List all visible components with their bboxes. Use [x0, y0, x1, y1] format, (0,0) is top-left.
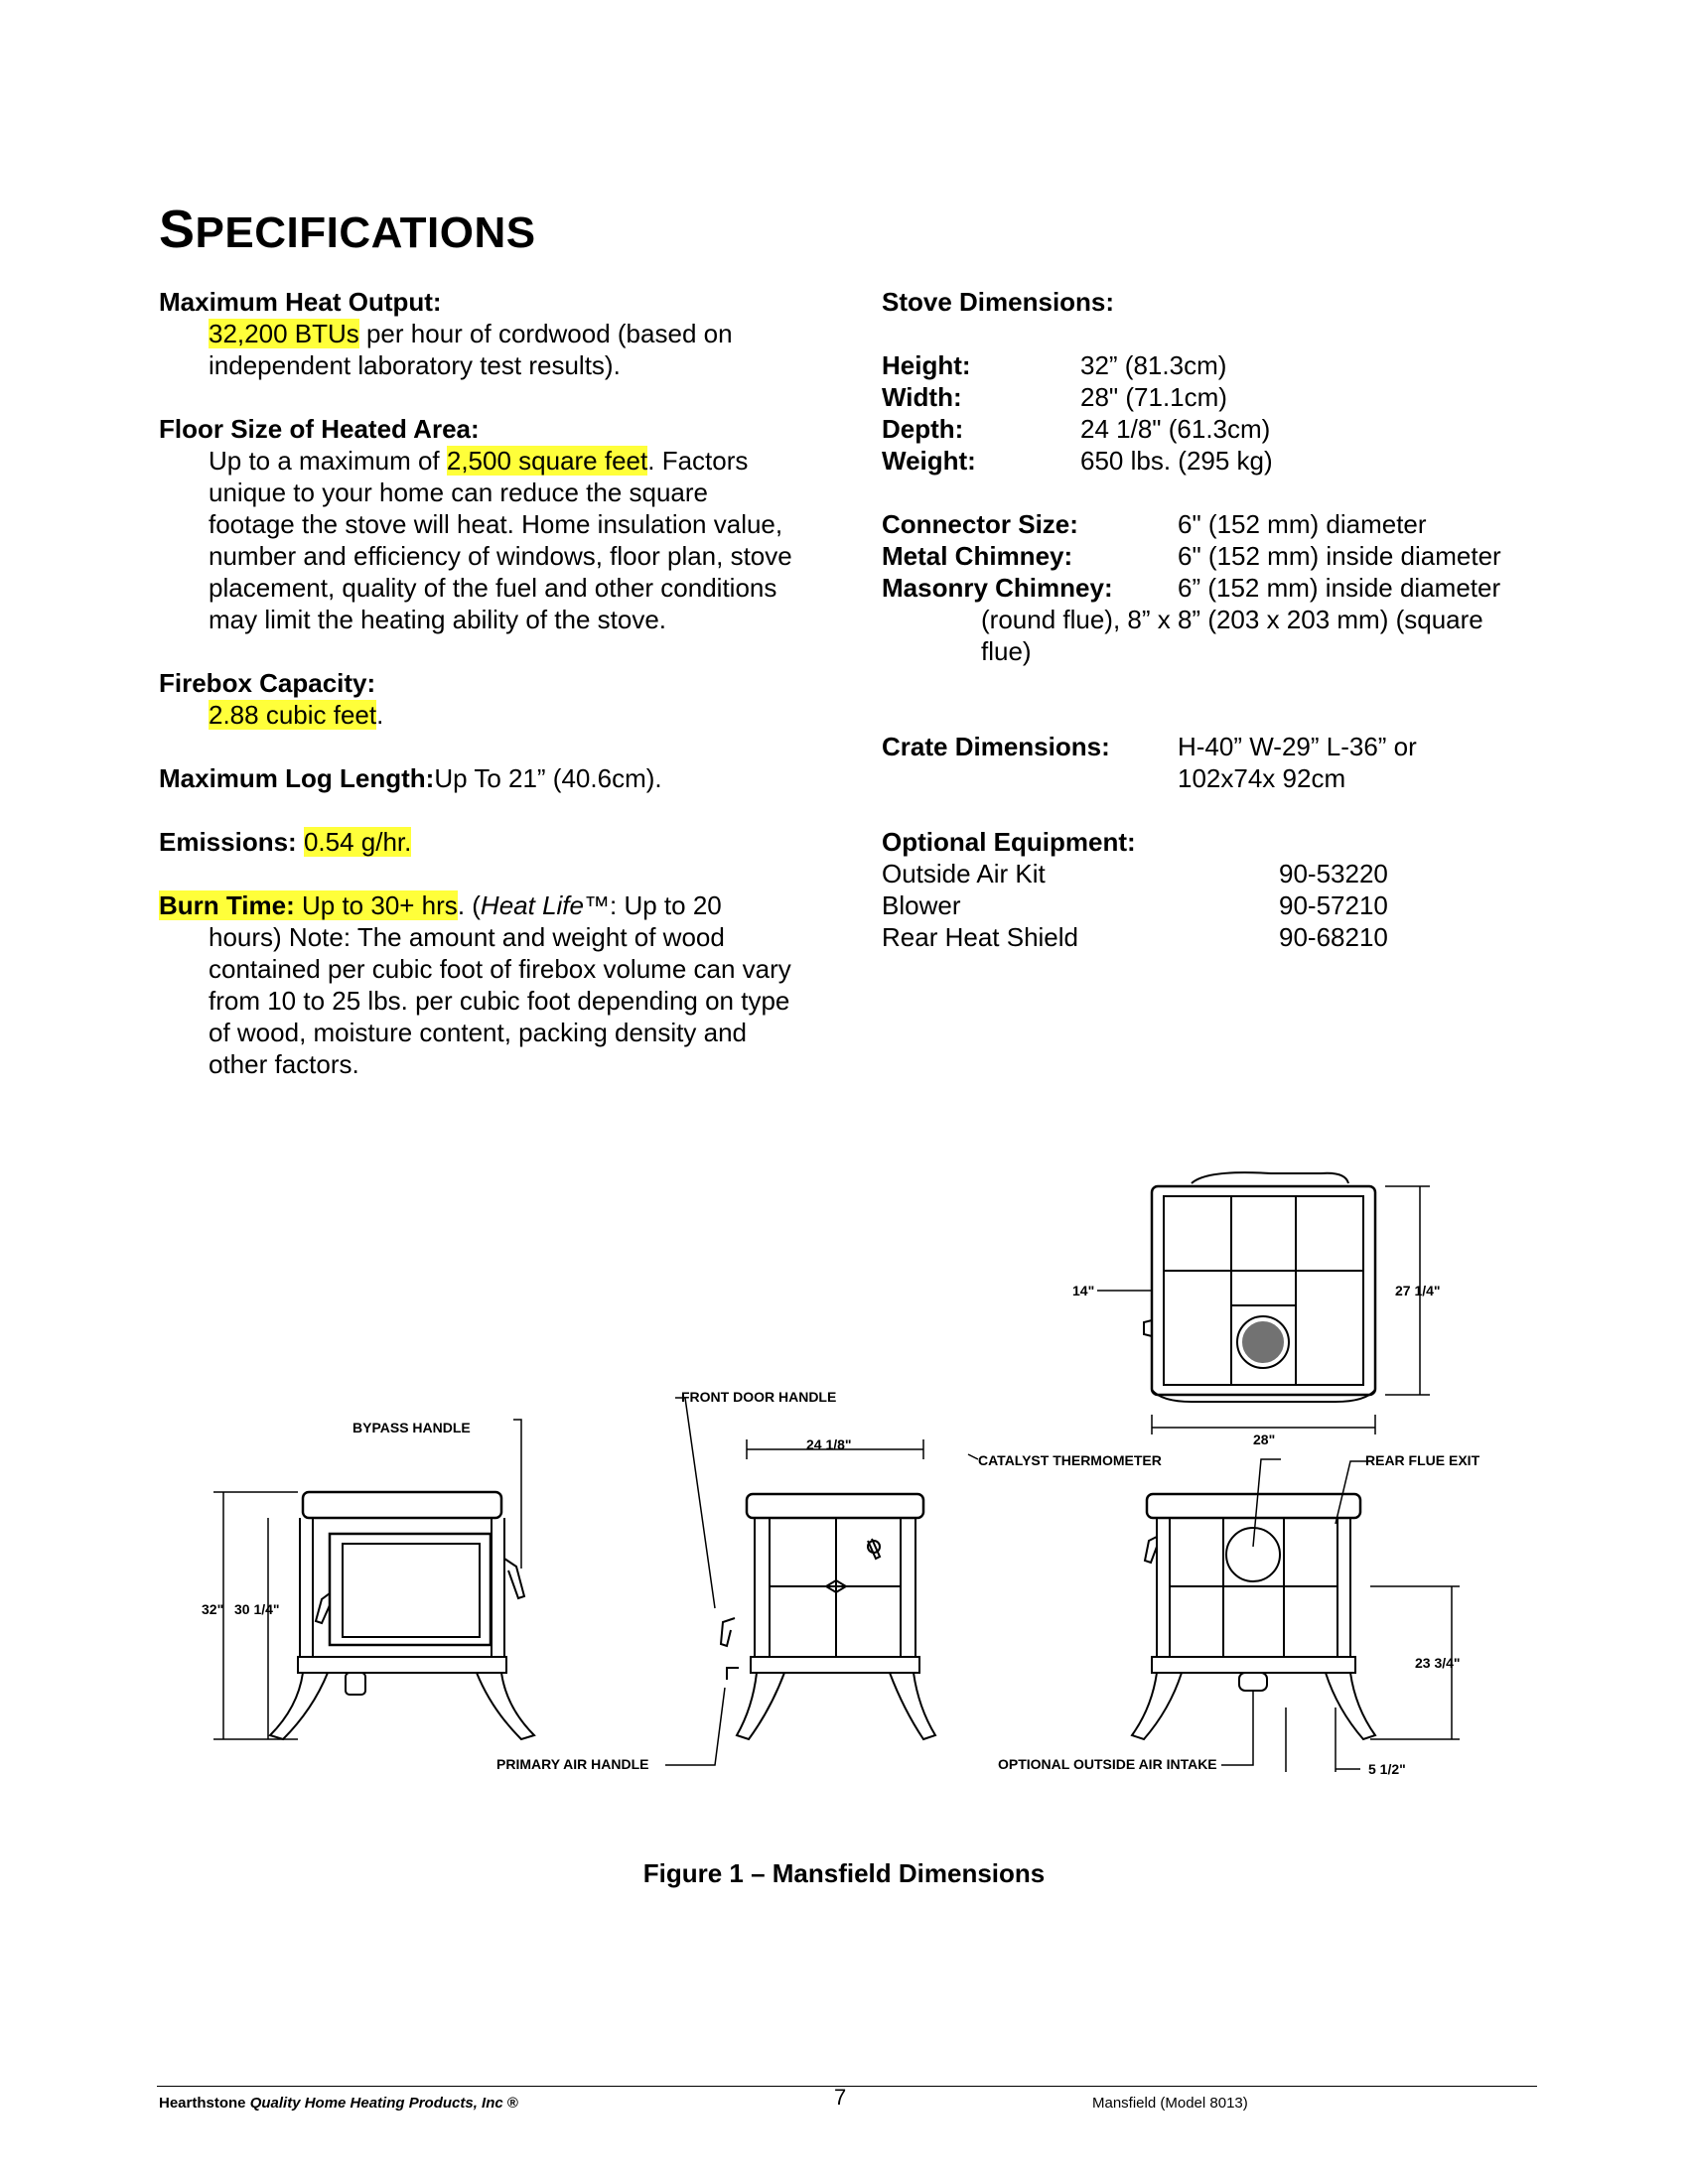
- dim-row: Weight: 650 lbs. (295 kg): [882, 446, 1273, 476]
- outside-air-intake-label: OPTIONAL OUTSIDE AIR INTAKE: [998, 1756, 1217, 1772]
- masonry-chimney-cont: (round flue), 8” x 8” (203 x 203 mm) (square flue): [981, 605, 1483, 666]
- top-view-dimensions: [1097, 1186, 1430, 1434]
- dim-5-1-2: 5 1/2": [1368, 1761, 1406, 1777]
- crate-dimensions-cont: 102x74x 92cm: [1178, 763, 1346, 793]
- top-view-drawing: [1144, 1172, 1375, 1402]
- highlight: Up to 30+ hrs: [294, 890, 458, 920]
- highlight: 0.54 g/hr.: [303, 827, 412, 857]
- floor-size-label: Floor Size of Heated Area:: [159, 414, 480, 444]
- optional-item: Outside Air Kit 90-53220: [882, 859, 1388, 888]
- dim-depth: 24 1/8": [806, 1436, 852, 1452]
- masonry-chimney: Masonry Chimney: 6” (152 mm) inside diameter: [882, 573, 1501, 603]
- side-view-drawing: [721, 1494, 935, 1739]
- highlight: 32,200 BTUs: [209, 319, 359, 348]
- metal-chimney: Metal Chimney: 6" (152 mm) inside diameter: [882, 541, 1501, 571]
- burn-time: Burn Time: Up to 30+ hrs. (Heat Life™: Up to 20 hours) Note: The amount and weight of wood contained per cubic foot of firebox volume can vary from 10 to 25 lbs. per cubic foot depending on type of wood, moisture content, packing density and other factors.: [159, 890, 791, 1079]
- left-column: [159, 286, 794, 1080]
- mansfield-dimension-figure: [0, 1142, 1688, 1817]
- max-heat-text: 32,200 BTUs per hour of cordwood (based on independent laboratory test results).: [209, 319, 733, 380]
- log-length: Maximum Log Length:Up To 21” (40.6cm).: [159, 763, 662, 793]
- connector-size: Connector Size: 6" (152 mm) diameter: [882, 509, 1427, 539]
- dim-row: Depth: 24 1/8" (61.3cm): [882, 414, 1271, 444]
- firebox-label: Firebox Capacity:: [159, 668, 376, 698]
- footer-model: Mansfield (Model 8013): [1092, 2095, 1248, 2112]
- max-heat-label: Maximum Heat Output:: [159, 287, 442, 317]
- front-view-drawing: [270, 1492, 534, 1739]
- optional-item: Rear Heat Shield 90-68210: [882, 922, 1388, 952]
- dim-14: 14": [1072, 1283, 1095, 1298]
- dim-row: Width: 28" (71.1cm): [882, 382, 1227, 412]
- highlight: 2.88 cubic feet: [209, 700, 377, 730]
- page-number: 7: [834, 2085, 847, 2110]
- catalyst-thermometer-label: CATALYST THERMOMETER: [978, 1452, 1162, 1468]
- emissions: Emissions: 0.54 g/hr.: [159, 827, 412, 857]
- primary-air-handle-label: PRIMARY AIR HANDLE: [496, 1756, 649, 1772]
- optional-equipment-label: Optional Equipment:: [882, 827, 1136, 857]
- floor-size-text: Up to a maximum of 2,500 square feet. Factors unique to your home can reduce the square footage the stove will heat. Home insulation value, number and efficiency of windows, floor plan, stove placement, quality of the fuel and other conditions may limit the heating ability of the stove.: [209, 446, 792, 634]
- side-view-dimensions: [675, 1398, 923, 1608]
- dim-23: 23 3/4": [1415, 1655, 1461, 1671]
- dim-30: 30 1/4": [234, 1601, 280, 1617]
- highlight: 2,500 square feet: [446, 446, 648, 476]
- footer-company: Hearthstone Quality Home Heating Products, Inc ®: [159, 2095, 518, 2112]
- right-column: [882, 286, 1537, 953]
- footer-rule: [157, 2086, 1537, 2087]
- figure-caption: Figure 1 – Mansfield Dimensions: [642, 1858, 1046, 1888]
- highlight: Burn Time:: [159, 890, 295, 920]
- firebox-text: 2.88 cubic feet.: [209, 700, 384, 730]
- stove-dimensions-label: Stove Dimensions:: [882, 287, 1115, 317]
- bypass-handle-label: BYPASS HANDLE: [352, 1420, 471, 1435]
- front-view-dimensions: [213, 1420, 521, 1739]
- dim-row: Height: 32” (81.3cm): [882, 350, 1227, 380]
- rear-view-dimensions: [1221, 1459, 1460, 1772]
- dim-27: 27 1/4": [1395, 1283, 1441, 1298]
- front-door-handle-label: FRONT DOOR HANDLE: [681, 1389, 837, 1405]
- dim-28: 28": [1253, 1432, 1276, 1447]
- optional-item: Blower 90-57210: [882, 890, 1388, 920]
- page-title: SPECIFICATIONS: [159, 200, 536, 259]
- rear-flue-exit-label: REAR FLUE EXIT: [1365, 1452, 1480, 1468]
- dim-32: 32": [202, 1601, 224, 1617]
- crate-dimensions: Crate Dimensions: H-40” W-29” L-36” or: [882, 732, 1417, 761]
